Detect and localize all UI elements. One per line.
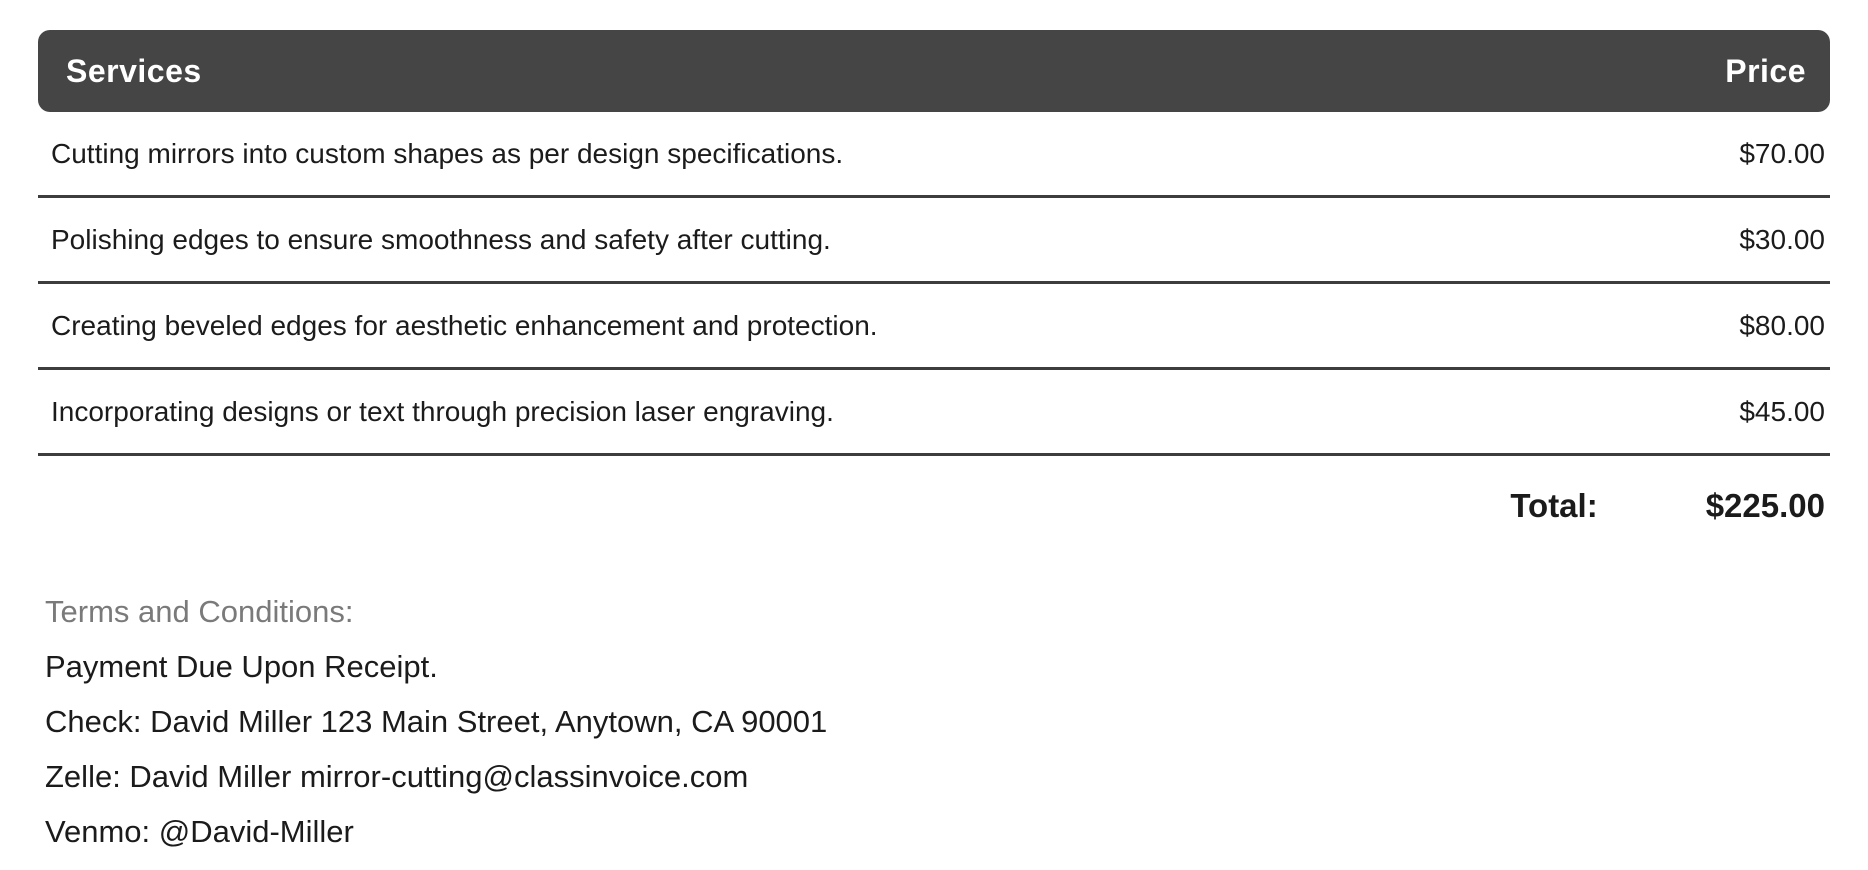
total-value: $225.00 <box>1705 487 1825 524</box>
services-table-header <box>38 30 1830 112</box>
service-cell: Polishing edges to ensure smoothness and safety after cutting. <box>51 223 831 255</box>
price-cell: $80.00 <box>1739 309 1825 341</box>
table-row <box>38 112 1830 198</box>
total-label: Total: <box>1510 487 1598 524</box>
terms-line-venmo: Venmo: @David-Miller <box>45 814 354 849</box>
price-cell: $45.00 <box>1739 395 1825 427</box>
price-cell: $30.00 <box>1739 223 1825 255</box>
total-row <box>38 456 1830 556</box>
terms-line-zelle: Zelle: David Miller mirror-cutting@classinvoice.com <box>45 759 749 794</box>
price-cell: $70.00 <box>1739 137 1825 169</box>
terms-section <box>38 584 1830 859</box>
terms-heading: Terms and Conditions: <box>45 594 354 629</box>
services-column-header: Services <box>66 52 202 89</box>
service-cell: Cutting mirrors into custom shapes as per design specifications. <box>51 137 844 169</box>
terms-line-check: Check: David Miller 123 Main Street, Anytown, CA 90001 <box>45 704 828 739</box>
table-row <box>38 284 1830 370</box>
service-cell: Creating beveled edges for aesthetic enhancement and protection. <box>51 309 878 341</box>
terms-line-payment: Payment Due Upon Receipt. <box>45 649 438 684</box>
service-cell: Incorporating designs or text through precision laser engraving. <box>51 395 834 427</box>
table-row <box>38 198 1830 284</box>
table-row <box>38 370 1830 456</box>
price-column-header: Price <box>1725 52 1806 89</box>
